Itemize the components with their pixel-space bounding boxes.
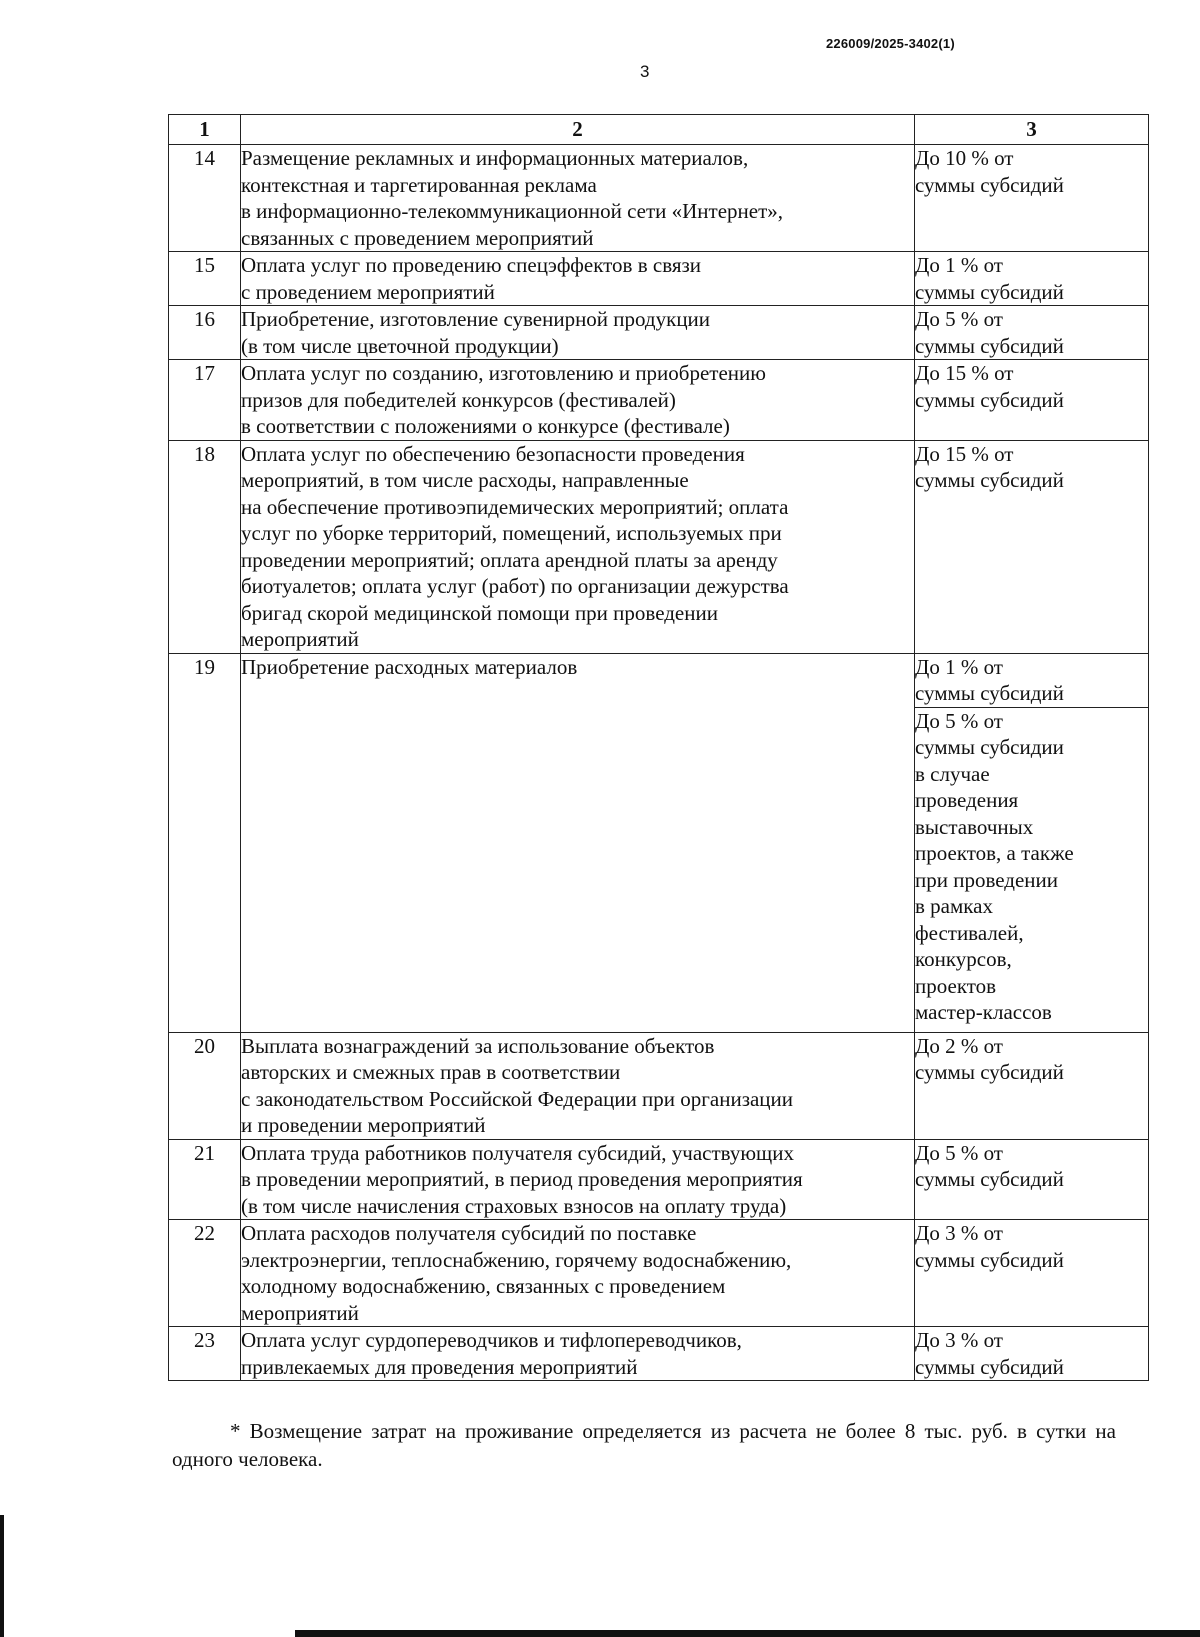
row-number: 18 bbox=[169, 440, 241, 653]
table-row bbox=[169, 1139, 1149, 1220]
row-number: 15 bbox=[169, 252, 241, 306]
row-description: Оплата услуг по созданию, изготовлению и приобретению призов для победителей конкурсов (фестивалей) в соответствии с положениями о конкурсе (фестивале) bbox=[241, 360, 915, 441]
row-number: 19 bbox=[169, 653, 241, 1032]
row-description: Выплата вознаграждений за использование объектов авторских и смежных прав в соответствии с законодательством Российской Федерации при организации и проведении мероприятий bbox=[241, 1032, 915, 1139]
table-row bbox=[169, 1220, 1149, 1327]
row-number: 20 bbox=[169, 1032, 241, 1139]
row-limit: До 1 % от суммы субсидий bbox=[915, 252, 1149, 306]
table-row bbox=[169, 1032, 1149, 1139]
row-description: Оплата труда работников получателя субсидий, участвующих в проведении мероприятий, в период проведения мероприятия (в том числе начисления страховых взносов на оплату труда) bbox=[241, 1139, 915, 1220]
row-number: 23 bbox=[169, 1327, 241, 1381]
table-row bbox=[169, 306, 1149, 360]
scan-edge-left bbox=[0, 1515, 4, 1637]
row-number: 16 bbox=[169, 306, 241, 360]
row-limit: До 3 % от суммы субсидий bbox=[915, 1327, 1149, 1381]
table-row bbox=[169, 145, 1149, 252]
table-row bbox=[169, 252, 1149, 306]
row-description: Приобретение, изготовление сувенирной продукции (в том числе цветочной продукции) bbox=[241, 306, 915, 360]
row-limit: До 2 % от суммы субсидий bbox=[915, 1032, 1149, 1139]
page-number: 3 bbox=[640, 62, 650, 81]
row-limit: До 5 % от суммы субсидий bbox=[915, 1139, 1149, 1220]
row-description: Оплата услуг сурдопереводчиков и тифлопереводчиков, привлекаемых для проведения мероприятий bbox=[241, 1327, 915, 1381]
row-limit: До 1 % от суммы субсидий bbox=[915, 653, 1149, 707]
row-number: 22 bbox=[169, 1220, 241, 1327]
row-number: 17 bbox=[169, 360, 241, 441]
table-header-row bbox=[169, 115, 1149, 145]
row-description: Размещение рекламных и информационных материалов, контекстная и таргетированная реклама в информационно-телекоммуникационной сети «Интернет», связанных с проведением мероприятий bbox=[241, 145, 915, 252]
table-row bbox=[169, 440, 1149, 653]
row-number: 21 bbox=[169, 1139, 241, 1220]
table-row bbox=[169, 360, 1149, 441]
column-header-3: 3 bbox=[915, 115, 1149, 145]
table-row bbox=[169, 1327, 1149, 1381]
table-row bbox=[169, 653, 1149, 707]
row-description: Оплата услуг по обеспечению безопасности проведения мероприятий, в том числе расходы, направленные на обеспечение противоэпидемических мероприятий; оплата услуг по уборке территорий, помещений, используемых при проведении мероприятий; оплата арендной платы за аренду биотуалетов; оплата услуг (работ) по организации дежурства бригад скорой медицинской помощи при проведении мероприятий bbox=[241, 440, 915, 653]
row-limit: До 5 % от суммы субсидий bbox=[915, 306, 1149, 360]
document-number: 226009/2025-3402(1) bbox=[826, 36, 955, 51]
row-limit: До 15 % от суммы субсидий bbox=[915, 360, 1149, 441]
scan-edge-bottom bbox=[295, 1630, 1200, 1637]
row-limit: До 10 % от суммы субсидий bbox=[915, 145, 1149, 252]
row-description: Приобретение расходных материалов bbox=[241, 653, 915, 1032]
row-limit: До 15 % от суммы субсидий bbox=[915, 440, 1149, 653]
row-description: Оплата расходов получателя субсидий по поставке электроэнергии, теплоснабжению, горячему водоснабжению, холодному водоснабжению, связанных с проведением мероприятий bbox=[241, 1220, 915, 1327]
column-header-1: 1 bbox=[169, 115, 241, 145]
expenses-table bbox=[168, 114, 1149, 1381]
column-header-2: 2 bbox=[241, 115, 915, 145]
row-limit-extra: До 5 % от суммы субсидии в случае проведения выставочных проектов, а также при проведении в рамках фестивалей, конкурсов, проектов мастер-классов bbox=[915, 707, 1149, 1032]
row-limit: До 3 % от суммы субсидий bbox=[915, 1220, 1149, 1327]
row-number: 14 bbox=[169, 145, 241, 252]
footnote: * Возмещение затрат на проживание определяется из расчета не более 8 тыс. руб. в сутки на одного человека. bbox=[172, 1419, 1116, 1471]
row-description: Оплата услуг по проведению спецэффектов в связи с проведением мероприятий bbox=[241, 252, 915, 306]
